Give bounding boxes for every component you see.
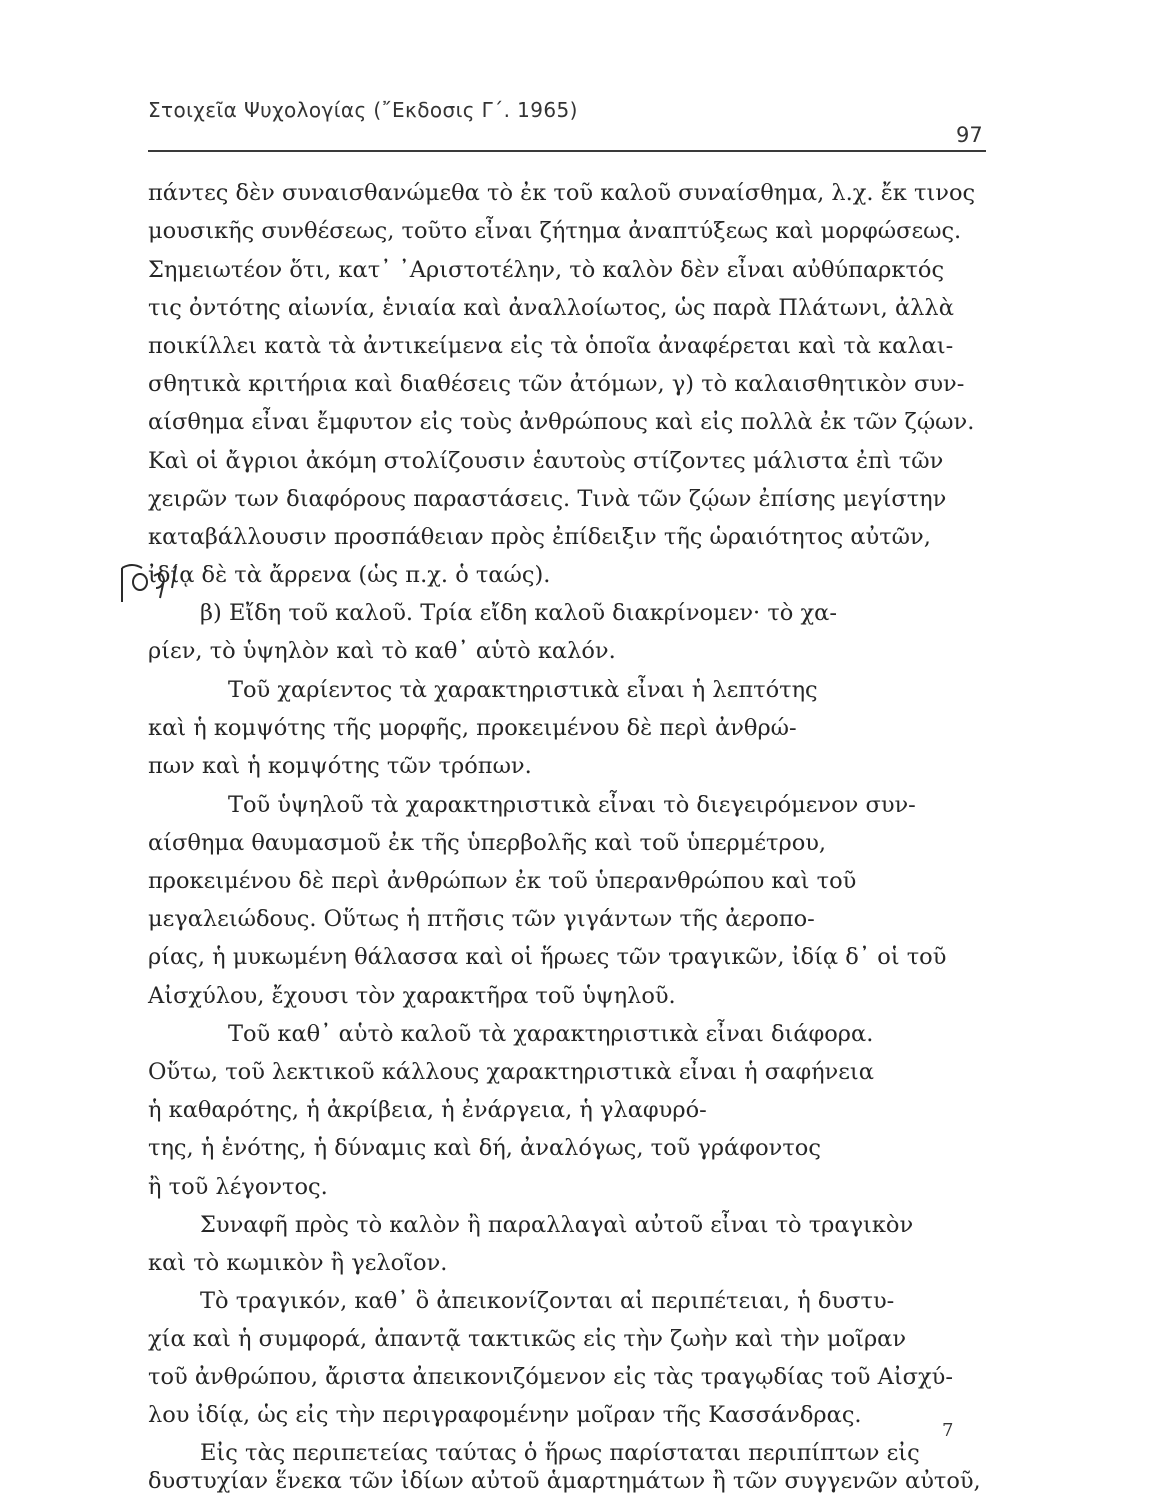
text-line: Τοῦ ὑψηλοῦ τὰ χαρακτηριστικὰ εἶναι τὸ διεγειρόμενον συν- bbox=[228, 792, 916, 818]
text-line: ἢ τοῦ λέγοντος. bbox=[148, 1174, 328, 1200]
text-line: της, ἡ ἑνότης, ἡ δύναμις καὶ δή, ἀναλόγως, τοῦ γράφοντος bbox=[148, 1135, 821, 1161]
text-line: χία καὶ ἡ συμφορά, ἀπαντᾷ τακτικῶς εἰς τὴν ζωὴν καὶ τὴν μοῖραν bbox=[148, 1326, 907, 1352]
text-line: ἡ καθαρότης, ἡ ἀκρίβεια, ἡ ἐνάργεια, ἡ γλαφυρό- bbox=[148, 1097, 707, 1123]
text-line: χειρῶν των διαφόρους παραστάσεις. Τινὰ τῶν ζῴων ἐπίσης μεγίστην bbox=[148, 486, 947, 512]
text-line: μουσικῆς συνθέσεως, τοῦτο εἶναι ζήτημα ἀναπτύξεως καὶ μορφώσεως. bbox=[148, 218, 962, 244]
text-line: ρίας, ἡ μυκωμένη θάλασσα καὶ οἱ ἥρωες τῶν τραγικῶν, ἰδίᾳ δ᾽ οἱ τοῦ bbox=[148, 944, 947, 970]
text-line: τοῦ ἀνθρώπου, ἄριστα ἀπεικονιζόμενον εἰς τὰς τραγῳδίας τοῦ Αἰσχύ- bbox=[148, 1364, 953, 1390]
text-line: Αἰσχύλου, ἔχουσι τὸν χαρακτῆρα τοῦ ὑψηλοῦ. bbox=[148, 983, 676, 1009]
text-line: Εἰς τὰς περιπετείας ταύτας ὁ ἥρως παρίσταται περιπίπτων εἰς bbox=[200, 1440, 920, 1466]
text-line: ποικίλλει κατὰ τὰ ἀντικείμενα εἰς τὰ ὁποῖα ἀναφέρεται καὶ τὰ καλαι- bbox=[148, 333, 954, 359]
text-line: καὶ τὸ κωμικὸν ἢ γελοῖον. bbox=[148, 1250, 448, 1276]
text-line: αίσθημα εἶναι ἔμφυτον εἰς τοὺς ἀνθρώπους καὶ εἰς πολλὰ ἐκ τῶν ζῴων. bbox=[148, 409, 975, 435]
text-line: ἰδίᾳ δὲ τὰ ἄρρενα (ὡς π.χ. ὁ ταώς). bbox=[148, 562, 551, 588]
text-line: καὶ ἡ κομψότης τῆς μορφῆς, προκειμένου δὲ περὶ ἀνθρώ- bbox=[148, 715, 797, 741]
text-line: Τὸ τραγικόν, καθ᾽ ὃ ἀπεικονίζονται αἱ περιπέτειαι, ἡ δυστυ- bbox=[200, 1288, 895, 1314]
text-line: πων καὶ ἡ κομψότης τῶν τρόπων. bbox=[148, 753, 532, 779]
text-line: Τοῦ καθ᾽ αὑτὸ καλοῦ τὰ χαρακτηριστικὰ εἶναι διάφορα. bbox=[228, 1021, 874, 1047]
text-line: Οὕτω, τοῦ λεκτικοῦ κάλλους χαρακτηριστικὰ εἶναι ἡ σαφήνεια bbox=[148, 1059, 874, 1085]
text-line: λου ἰδίᾳ, ὡς εἰς τὴν περιγραφομένην μοῖραν τῆς Κασσάνδρας. bbox=[148, 1402, 862, 1428]
text-line: σθητικὰ κριτήρια καὶ διαθέσεις τῶν ἀτόμων, γ) τὸ καλαισθητικὸν συν- bbox=[148, 371, 965, 397]
text-line: Τοῦ χαρίεντος τὰ χαρακτηριστικὰ εἶναι ἡ λεπτότης bbox=[228, 677, 818, 703]
page-number: 97 bbox=[956, 123, 983, 147]
text-line: πάντες δὲν συναισθανώμεθα τὸ ἐκ τοῦ καλοῦ συναίσθημα, λ.χ. ἔκ τινος bbox=[148, 180, 976, 206]
text-line: καταβάλλουσιν προσπάθειαν πρὸς ἐπίδειξιν τῆς ὡραιότητος αὐτῶν, bbox=[148, 524, 931, 550]
text-line: τις ὀντότης αἰωνία, ἑνιαία καὶ ἀναλλοίωτος, ὡς παρὰ Πλάτωνι, ἀλλὰ bbox=[148, 295, 954, 321]
text-line: Συναφῆ πρὸς τὸ καλὸν ἢ παραλλαγαὶ αὐτοῦ εἶναι τὸ τραγικὸν bbox=[200, 1212, 914, 1238]
text-line: δυστυχίαν ἕνεκα τῶν ἰδίων αὐτοῦ ἁμαρτημάτων ἢ τῶν συγγενῶν αὐτοῦ, bbox=[148, 1468, 981, 1494]
text-line: προκειμένου δὲ περὶ ἀνθρώπων ἐκ τοῦ ὑπερανθρώπου καὶ τοῦ bbox=[148, 868, 857, 894]
text-line: Σημειωτέον ὅτι, κατ᾽ ᾽Αριστοτέλην, τὸ καλὸν δὲν εἶναι αὐθύπαρκτός bbox=[148, 257, 945, 283]
text-line: Καὶ οἱ ἄγριοι ἀκόμη στολίζουσιν ἑαυτοὺς στίζοντες μάλιστα ἐπὶ τῶν bbox=[148, 448, 944, 474]
text-line: ρίεν, τὸ ὑψηλὸν καὶ τὸ καθ᾽ αὑτὸ καλόν. bbox=[148, 638, 616, 664]
section-heading-line: β) Εἴδη τοῦ καλοῦ. Τρία εἴδη καλοῦ διακρίνομεν· τὸ χα- bbox=[200, 600, 837, 626]
text-line: αίσθημα θαυμασμοῦ ἐκ τῆς ὑπερβολῆς καὶ τοῦ ὑπερμέτρου, bbox=[148, 830, 827, 856]
printer-signature-mark: 7 bbox=[942, 1420, 954, 1441]
text-line: μεγαλειώδους. Οὕτως ἡ πτῆσις τῶν γιγάντων τῆς ἀεροπο- bbox=[148, 906, 815, 932]
running-header-title: Στοιχεῖα Ψυχολογίας (῎Εκδοσις Γ΄. 1965) bbox=[148, 98, 578, 122]
header-rule bbox=[148, 150, 986, 152]
